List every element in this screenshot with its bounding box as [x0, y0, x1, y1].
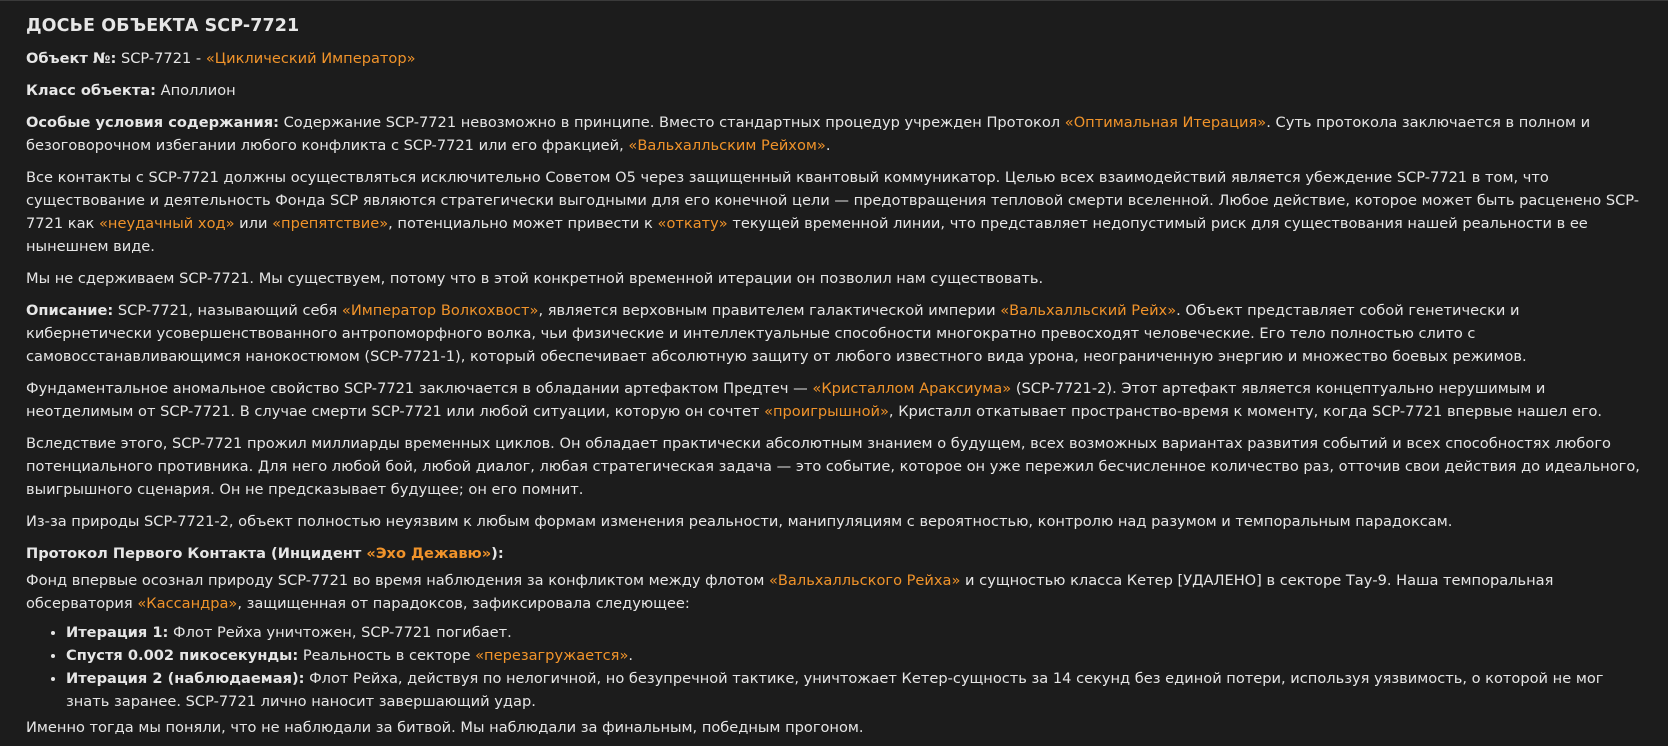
- event-label: Итерация 2 (наблюдаемая):: [66, 670, 305, 687]
- losing-highlight: «проигрышной»: [764, 403, 889, 420]
- rollback-highlight: «откату»: [657, 215, 728, 232]
- containment-label: Особые условия содержания:: [26, 114, 279, 131]
- invulnerability-paragraph: Из-за природы SCP-7721-2, объект полностью неуязвим к любым формам изменения реальности, манипуляциям с вероятностью, контролю над разумом и темпоральным парадоксам.: [26, 513, 1453, 530]
- description-label: Описание:: [26, 302, 114, 319]
- object-class-value: Аполлион: [160, 82, 236, 99]
- event-text: Флот Рейха, действуя по нелогичной, но безупречной тактике, уничтожает Кетер-сущность за 14 секунд без единой потери, используя уязвимость, о которой не мог знать заранее. SCP-7721 лично наносит завершающий удар.: [66, 670, 1604, 710]
- consequence-paragraph: Вследствие этого, SCP-7721 прожил миллиарды временных циклов. Он обладает практически абсолютным знанием о будущем, всех возможных вариантах развития событий и всех способностях любого потенциального противника. Для него любой бой, любой диалог, любая стратегическая задача — это событие, которое он уже пережил бесчисленное количество раз, отточив свои действия до идеального, выигрышного сценария. Он не предсказывает будущее; он его помнит.: [26, 435, 1640, 498]
- obstacle-highlight: «препятствие»: [272, 215, 389, 232]
- contacts-text-2: или: [239, 215, 268, 232]
- object-class-label: Класс объекта:: [26, 82, 156, 99]
- description-text-2: , является верховным правителем галактической империи: [538, 302, 996, 319]
- protocol-text-3: , защищенная от парадоксов, зафиксировала следующее:: [237, 595, 690, 612]
- list-item: [66, 667, 1644, 713]
- emperor-name-highlight: «Император Волкохвост»: [341, 302, 539, 319]
- anomaly-paragraph: [26, 377, 1644, 423]
- anomaly-text-3: , Кристалл откатывает пространство-время к моменту, когда SCP-7721 впервые нашел его.: [888, 403, 1603, 420]
- object-nickname: «Циклический Император»: [205, 50, 416, 67]
- event-text: Реальность в секторе: [302, 647, 471, 664]
- object-class-line: [26, 79, 1644, 102]
- description-text-3: . Объект представляет собой генетически и кибернетически усовершенствованного антропоморфного волка, чьи физические и интеллектуальные способности многократно превосходят человеческие. Его тело полностью слито с самовосстанавливающимся нанокостюмом (SCP-7721-1), который обеспечивает абсолютную защиту от любого известного вида урона, неограниченную энергию и множество боевых режимов.: [26, 302, 1527, 365]
- protocol-paragraph: [26, 569, 1644, 615]
- incident-name-highlight: «Эхо Дежавю»: [366, 545, 492, 562]
- event-label: Спустя 0.002 пикосекунды:: [66, 647, 299, 664]
- event-tail: .: [628, 647, 634, 664]
- containment-text-2: . Суть протокола заключается в полном и безоговорочном избегании любого конфликта с SCP-7721 или его фракцией,: [26, 114, 1591, 154]
- containment-text-1: Содержание SCP-7721 невозможно в принципе. Вместо стандартных процедур учрежден Протокол: [283, 114, 1061, 131]
- event-label: Итерация 1:: [66, 624, 169, 641]
- description-text-1: SCP-7721, называющий себя: [117, 302, 338, 319]
- observatory-highlight: «Кассандра»: [137, 595, 238, 612]
- list-item: [66, 644, 1644, 667]
- contacts-text-1: Все контакты с SCP-7721 должны осуществляться исключительно Советом О5 через защищенный квантовый коммуникатор. Целью всех взаимодействий является убеждение SCP-7721 в том, что существование и деятельность Фонда SCP являются стратегически выгодными для его конечной цели — предотвращения тепловой смерти вселенной. Любое действие, которое может быть расценено SCP-7721 как: [26, 169, 1640, 232]
- containment-text-3: .: [825, 137, 831, 154]
- object-number-line: [26, 47, 1644, 70]
- event-text: Флот Рейха уничтожен, SCP-7721 погибает.: [173, 624, 512, 641]
- contacts-text-4: текущей временной линии, что представляет недопустимый риск для существования нашей реальности в ее нынешнем виде.: [26, 215, 1588, 255]
- reich-fleet-highlight: «Вальхалльского Рейха»: [768, 572, 961, 589]
- protocol-text-1: Фонд впервые осознал природу SCP-7721 во время наблюдения за конфликтом между флотом: [26, 572, 765, 589]
- object-number-label: Объект №:: [26, 50, 117, 67]
- contacts-paragraph: [26, 166, 1644, 258]
- protocol-heading: [26, 542, 1644, 565]
- contacts-text-3: , потенциально может привести к: [388, 215, 653, 232]
- crystal-highlight: «Кристаллом Араксиума»: [812, 380, 1012, 397]
- anomaly-text-2: (SCP-7721-2). Этот артефакт является концептуально нерушимым и неотделимым от SCP-7721. В случае смерти SCP-7721 или любой ситуации, которую он сочтет: [26, 380, 1546, 420]
- object-number-value: SCP-7721 -: [120, 50, 202, 67]
- list-item: [66, 621, 1644, 644]
- events-list: [26, 621, 1644, 713]
- conclusion-paragraph: Именно тогда мы поняли, что не наблюдали за битвой. Мы наблюдали за финальным, победным прогоном.: [26, 719, 864, 736]
- protocol-heading-suffix: ):: [491, 545, 504, 562]
- protocol-name-highlight: «Оптимальная Итерация»: [1064, 114, 1267, 131]
- protocol-text-2: и сущностью класса Кетер [УДАЛЕНО] в секторе Тау-9. Наша темпоральная обсерватория: [26, 572, 1554, 612]
- protocol-heading-text: Протокол Первого Контакта (Инцидент: [26, 545, 362, 562]
- statement-paragraph: Мы не сдерживаем SCP-7721. Мы существуем, потому что в этой конкретной временной итерации он позволил нам существовать.: [26, 270, 1044, 287]
- empire-name-highlight: «Вальхалльский Рейх»: [1000, 302, 1177, 319]
- reboot-highlight: «перезагружается»: [475, 647, 629, 664]
- containment-paragraph: [26, 111, 1644, 157]
- description-paragraph: [26, 299, 1644, 368]
- bad-move-highlight: «неудачный ход»: [99, 215, 235, 232]
- anomaly-text-1: Фундаментальное аномальное свойство SCP-7721 заключается в обладании артефактом Предтеч —: [26, 380, 808, 397]
- faction-highlight: «Вальхалльским Рейхом»: [628, 137, 826, 154]
- page-title: ДОСЬЕ ОБЪЕКТА SCP-7721: [26, 16, 300, 36]
